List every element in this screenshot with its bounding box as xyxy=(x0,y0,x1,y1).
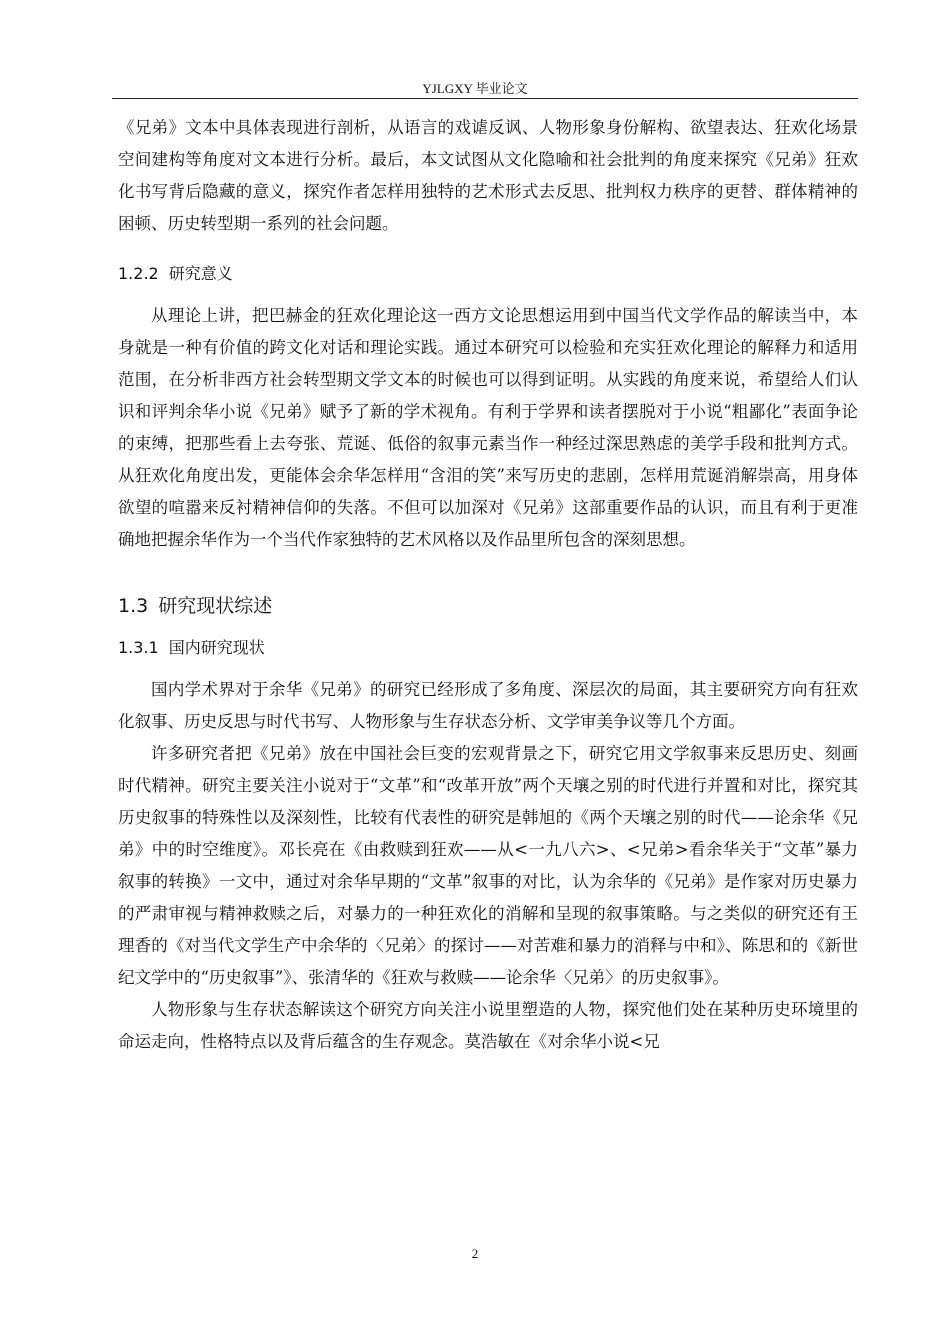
page-number: 2 xyxy=(471,1246,479,1261)
paragraph: 从理论上讲，把巴赫金的狂欢化理论这一西方文论思想运用到中国当代文学作品的解读当中，本身就是一种有价值的跨文化对话和理论实践。通过本研究可以检验和充实狂欢化理论的解释力和适用范围，在分析非西方社会转型期文学文本的时候也可以得到证明。从实践的角度来说，希望给人们认识和评判余华小说《兄弟》赋予了新的学术视角。有利于学界和读者摆脱对于小说“粗鄙化”表面争论的束缚，把那些看上去夸张、荒诞、低俗的叙事元素当作一种经过深思熟虑的美学手段和批判方式。从狂欢化角度出发，更能体会余华怎样用“含泪的笑”来写历史的悲剧，怎样用荒诞消解崇高，用身体欲望的喧嚣来反衬精神信仰的失落。不但可以加深对《兄弟》这部重要作品的认识，而且有利于更准确地把握余华作为一个当代作家独特的艺术风格以及作品里所包含的深刻思想。 xyxy=(118,306,858,549)
paragraph: 许多研究者把《兄弟》放在中国社会巨变的宏观背景之下，研究它用文学叙事来反思历史、刻画时代精神。研究主要关注小说对于“文革”和“改革开放”两个天壤之别的时代进行并置和对比，探究其历史叙事的特殊性以及深刻性，比较有代表性的研究是韩旭的《两个天壤之别的时代——论余华《兄弟》中的时空维度》。邓长亮在《由救赎到狂欢——从<一九八六>、<兄弟>看余华关于“文革”暴力叙事的转换》一文中，通过对余华早期的“文革”叙事的对比，认为余华的《兄弟》是作家对历史暴力的严肃审视与精神救赎之后，对暴力的一种狂欢化的消解和呈现的叙事策略。与之类似的研究还有王理香的《对当代文学生产中余华的〈兄弟〉的探讨——对苦难和暴力的消释与中和》、陈思和的《新世纪文学中的“历史叙事”》、张清华的《狂欢与救赎——论余华〈兄弟〉的历史叙事》。 xyxy=(118,744,858,987)
section-heading-1-3-1 xyxy=(118,636,858,660)
section-number: 1.3 xyxy=(118,595,149,617)
page-body xyxy=(118,112,858,1058)
section-title: 国内研究现状 xyxy=(168,638,265,657)
paragraph: 国内学术界对于余华《兄弟》的研究已经形成了多角度、深层次的局面，其主要研究方向有狂欢化叙事、历史反思与时代书写、人物形象与生存状态分析、文学审美争议等几个方面。 xyxy=(118,680,858,731)
header-rule xyxy=(112,98,858,99)
paragraph: 人物形象与生存状态解读这个研究方向关注小说里塑造的人物，探究他们处在某种历史环境里的命运走向，性格特点以及背后蕴含的生存观念。莫浩敏在《对余华小说<兄 xyxy=(118,1000,858,1051)
section-number: 1.2.2 xyxy=(118,264,159,283)
section-title: 研究意义 xyxy=(168,264,233,283)
page-header: YJLGXY 毕业论文 xyxy=(422,81,528,96)
section-number: 1.3.1 xyxy=(118,638,159,657)
section-heading-1-2-2 xyxy=(118,262,858,286)
section-title: 研究现状综述 xyxy=(158,595,273,617)
paragraph-continued: 《兄弟》文本中具体表现进行剖析，从语言的戏谑反讽、人物形象身份解构、欲望表达、狂欢化场景空间建构等角度对文本进行分析。最后，本文试图从文化隐喻和社会批判的角度来探究《兄弟》狂欢化书写背后隐藏的意义，探究作者怎样用独特的艺术形式去反思、批判权力秩序的更替、群体精神的困顿、历史转型期一系列的社会问题。 xyxy=(118,118,858,233)
section-heading-1-3 xyxy=(118,592,858,620)
